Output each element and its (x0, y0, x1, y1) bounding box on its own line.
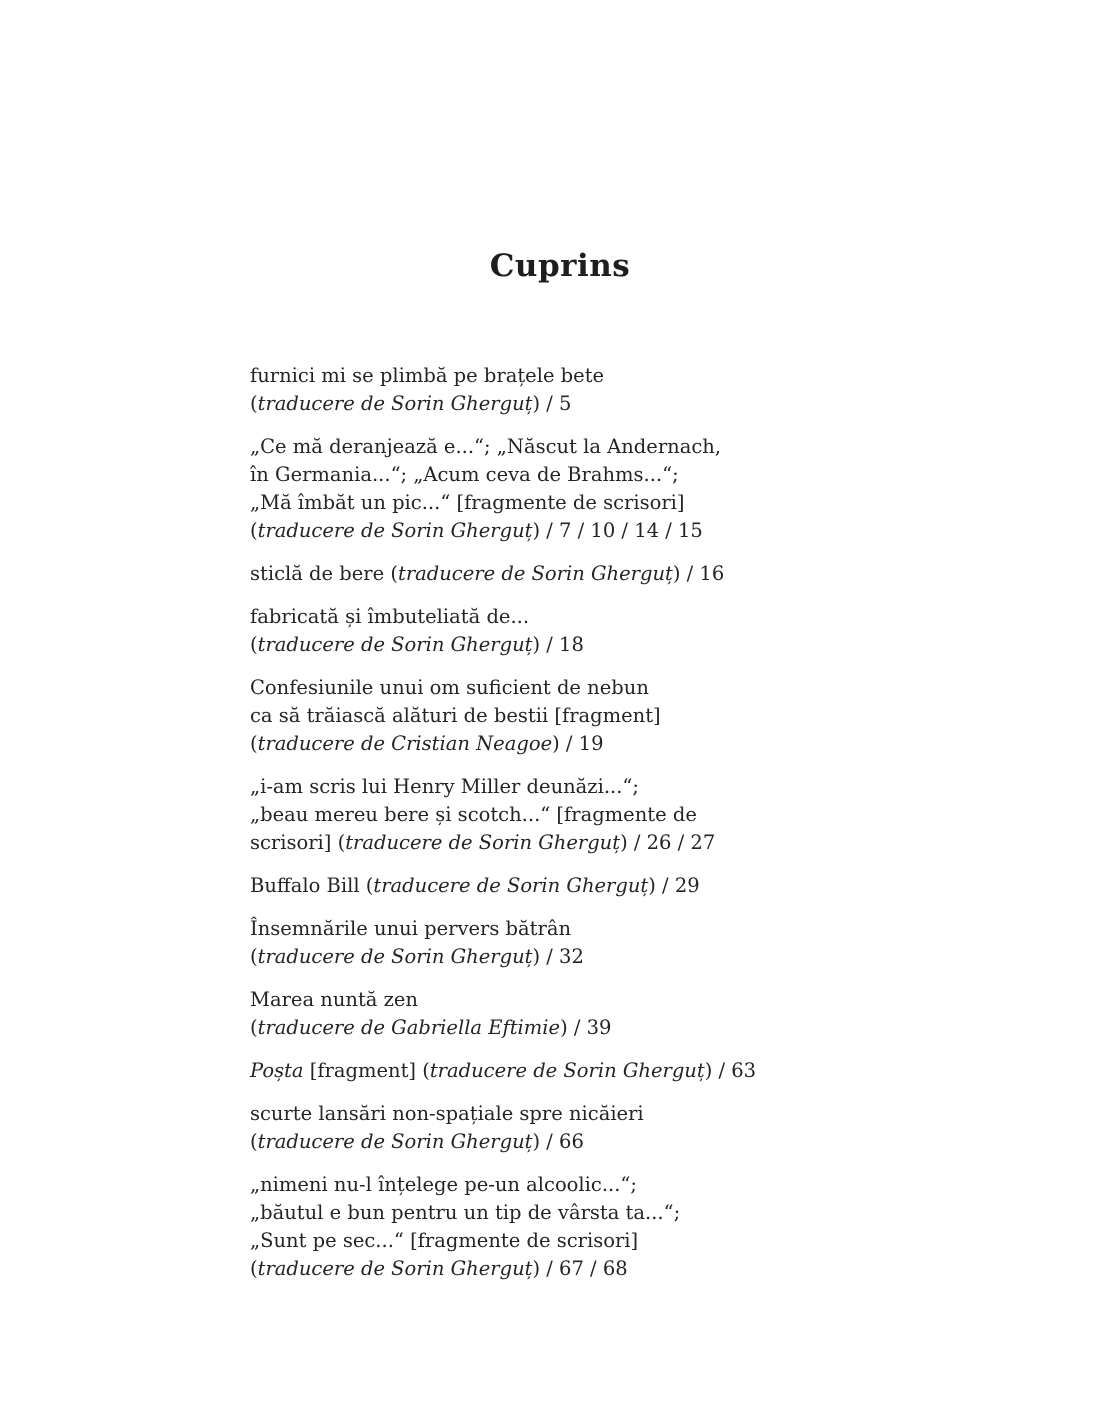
entry-text: ( (250, 519, 258, 542)
entry-text: „i-am scris lui Henry Miller deunăzi...“; (250, 775, 639, 798)
toc-entry (250, 773, 870, 857)
entry-text: Însemnările unui pervers bătrân (250, 917, 572, 940)
entry-text: „Ce mă deranjează e...“; „Născut la Andernach, (250, 435, 722, 458)
entry-italic-text: traducere de Sorin Gherguț (373, 874, 649, 897)
entry-text: ) / 19 (552, 732, 604, 755)
toc-entry (250, 986, 870, 1042)
entry-italic-text: Poșta (250, 1059, 304, 1082)
entry-italic-text: traducere de Cristian Neagoe (257, 732, 553, 755)
entry-text: ) / 26 / 27 (620, 831, 716, 854)
content-column (250, 0, 870, 1298)
toc-entry (250, 560, 870, 588)
toc-entry (250, 362, 870, 418)
entry-text: ) / 63 (704, 1059, 757, 1082)
toc-entry (250, 872, 870, 900)
entry-text: ) / 18 (532, 633, 584, 656)
entry-italic-text: traducere de Sorin Gherguț (257, 945, 533, 968)
entry-text: ( (250, 732, 258, 755)
entry-text: Marea nuntă zen (250, 988, 418, 1011)
entry-text: „Mă îmbăt un pic...“ [fragmente de scrisori] (250, 491, 685, 514)
entry-text: „nimeni nu-l înțelege pe-un alcoolic...“; (250, 1173, 637, 1196)
entry-italic-text: traducere de Gabriella Eftimie (257, 1016, 561, 1039)
entry-text: ca să trăiască alături de bestii [fragment] (250, 704, 661, 727)
entry-italic-text: traducere de Sorin Gherguț (429, 1059, 705, 1082)
entry-text: ( (250, 1130, 258, 1153)
entry-text: ) / 7 / 10 / 14 / 15 (532, 519, 703, 542)
entry-text: ) / 16 (672, 562, 725, 585)
entry-text: ( (250, 633, 258, 656)
entry-italic-text: traducere de Sorin Gherguț (257, 633, 533, 656)
entry-text: „beau mereu bere și scotch...“ [fragmente de (250, 803, 697, 826)
entry-text: ( (250, 1257, 258, 1280)
entry-text: ) / 29 (648, 874, 700, 897)
entry-text: „băutul e bun pentru un tip de vârsta ta...“; (250, 1201, 681, 1224)
toc-entry (250, 915, 870, 971)
toc-entry (250, 1171, 870, 1283)
page-title: Cuprins (489, 248, 631, 284)
entry-italic-text: traducere de Sorin Gherguț (257, 392, 533, 415)
entry-text: sticlă de bere ( (250, 562, 398, 585)
entry-text: ) / 32 (532, 945, 584, 968)
entry-text: ) / 66 (532, 1130, 584, 1153)
entry-text: ) / 67 / 68 (532, 1257, 628, 1280)
toc-entry (250, 1057, 870, 1085)
entry-italic-text: traducere de Sorin Gherguț (257, 1130, 533, 1153)
entry-text: scrisori] ( (250, 831, 346, 854)
entry-text: Buffalo Bill ( (250, 874, 374, 897)
entry-text: scurte lansări non-spațiale spre nicăieri (250, 1102, 644, 1125)
entry-text: fabricată și îmbuteliată de... (250, 605, 530, 628)
toc-entry (250, 1100, 870, 1156)
entry-italic-text: traducere de Sorin Gherguț (257, 519, 533, 542)
entry-text: [fragment] ( (303, 1059, 430, 1082)
entry-text: ) / 5 (532, 392, 572, 415)
entry-text: ( (250, 945, 258, 968)
entry-text: în Germania...“; „Acum ceva de Brahms...“; (250, 463, 679, 486)
entry-text: ( (250, 392, 258, 415)
toc-entry (250, 674, 870, 758)
entry-text: furnici mi se plimbă pe brațele bete (250, 364, 605, 387)
entry-text: Confesiunile unui om suficient de nebun (250, 676, 649, 699)
toc-entry (250, 603, 870, 659)
toc-entry (250, 433, 870, 545)
entry-italic-text: traducere de Sorin Gherguț (397, 562, 673, 585)
entry-text: ( (250, 1016, 258, 1039)
toc-list (250, 362, 870, 1283)
entry-text: ) / 39 (560, 1016, 612, 1039)
entry-italic-text: traducere de Sorin Gherguț (257, 1257, 533, 1280)
entry-text: „Sunt pe sec...“ [fragmente de scrisori] (250, 1229, 639, 1252)
entry-italic-text: traducere de Sorin Gherguț (345, 831, 621, 854)
